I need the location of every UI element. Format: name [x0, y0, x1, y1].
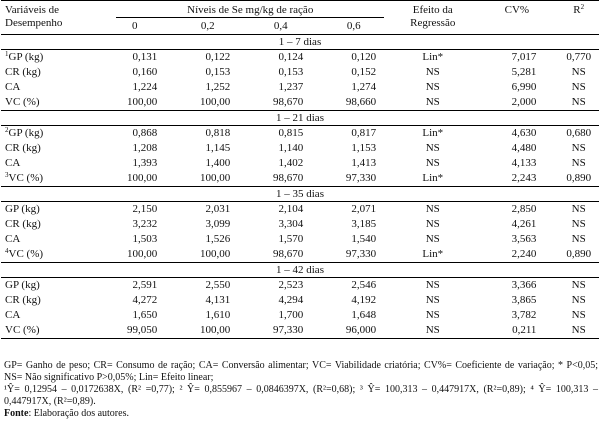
- level-value: 0,124: [278, 51, 304, 63]
- cv-value: 4,261: [511, 218, 537, 230]
- regression-effect: NS: [425, 81, 440, 93]
- r2-value: NS: [558, 323, 599, 339]
- variable-name: [1, 126, 98, 142]
- level-value: 100,00: [199, 248, 231, 260]
- variable-label: VC (%): [8, 248, 44, 260]
- col-header-level-3: 0,6: [346, 20, 361, 32]
- level-value: 3,099: [205, 218, 231, 230]
- cv-value: 7,017: [511, 51, 537, 63]
- table-row: [1, 65, 599, 80]
- variable-name: [1, 293, 98, 308]
- cv-value: 3,366: [511, 279, 537, 291]
- col-header-variables: [1, 1, 98, 35]
- col-header-levels: [98, 1, 390, 21]
- level-value: 98,670: [272, 96, 304, 108]
- table-row: [1, 50, 599, 66]
- level-value: 0,815: [278, 127, 304, 139]
- col-header-regression: [390, 1, 475, 35]
- cv-value: 3,563: [511, 233, 537, 245]
- variable-name: [1, 232, 98, 247]
- notes-source-text: : Elaboração dos autores.: [28, 408, 129, 419]
- regression-effect: NS: [425, 279, 440, 291]
- table-row: [1, 141, 599, 156]
- level-value: 100,00: [171, 323, 244, 339]
- level-value: 1,526: [205, 233, 231, 245]
- level-value: 2,523: [278, 279, 304, 291]
- col-header-variables-line1: Variáveis de: [5, 4, 60, 16]
- level-value: 96,000: [317, 323, 390, 339]
- variable-name: [1, 247, 98, 263]
- variable-label: CR (kg): [5, 66, 41, 78]
- col-header-level-1: 0,2: [200, 20, 215, 32]
- level-value: 3,232: [132, 218, 158, 230]
- col-header-r2: $R^2$: [558, 1, 599, 35]
- variable-label: CA: [5, 81, 21, 93]
- r2-value: NS: [571, 279, 586, 291]
- cv-value: 6,990: [511, 81, 537, 93]
- r2-value: NS: [571, 142, 586, 154]
- variable-label: GP (kg): [8, 51, 44, 63]
- period-header: 1 – 21 dias: [1, 111, 599, 126]
- level-value: 1,648: [351, 309, 377, 321]
- regression-effect: NS: [425, 157, 440, 169]
- regression-effect: NS: [390, 323, 475, 339]
- level-value: 2,031: [205, 203, 231, 215]
- footnote-marker: 2: [5, 126, 9, 134]
- level-value: 97,330: [345, 172, 377, 184]
- regression-effect: NS: [425, 218, 440, 230]
- table-row: [1, 217, 599, 232]
- level-value: 1,145: [205, 142, 231, 154]
- level-value: 1,400: [205, 157, 231, 169]
- r2-value: 0,770: [566, 51, 592, 63]
- regression-effect: NS: [425, 309, 440, 321]
- regression-effect: NS: [425, 96, 440, 108]
- variable-name: [1, 323, 98, 339]
- table-row: [1, 95, 599, 111]
- period-header: 1 – 35 dias: [1, 187, 599, 202]
- level-value: 2,546: [351, 279, 377, 291]
- level-value: 2,591: [132, 279, 158, 291]
- level-value: 1,208: [132, 142, 158, 154]
- variable-name: [1, 141, 98, 156]
- level-value: 0,817: [351, 127, 377, 139]
- level-value: 1,610: [205, 309, 231, 321]
- level-value: 1,274: [351, 81, 377, 93]
- table-row: [1, 202, 599, 218]
- level-value: 4,131: [205, 294, 231, 306]
- variable-label: VC (%): [5, 324, 40, 336]
- variable-name: [1, 217, 98, 232]
- level-value: 97,330: [345, 248, 377, 260]
- regression-effect: NS: [425, 142, 440, 154]
- level-value: 1,393: [132, 157, 158, 169]
- variable-label: CA: [5, 309, 21, 321]
- cv-value: 4,630: [511, 127, 537, 139]
- col-header-r2-label: R: [573, 4, 581, 16]
- col-header-cv: CV%: [475, 1, 558, 35]
- r2-value: NS: [571, 66, 586, 78]
- level-value: 1,140: [278, 142, 304, 154]
- level-value: 0,120: [351, 51, 377, 63]
- level-value: 1,700: [278, 309, 304, 321]
- regression-effect: NS: [425, 203, 440, 215]
- level-value: 1,540: [351, 233, 377, 245]
- col-header-variables-line2: Desempenho: [5, 17, 63, 29]
- table-row: [1, 171, 599, 187]
- table-row: [1, 156, 599, 171]
- level-value: 3,185: [351, 218, 377, 230]
- level-value: 1,570: [278, 233, 304, 245]
- cv-value: 3,865: [511, 294, 537, 306]
- table-row: [1, 323, 599, 339]
- level-value: 3,304: [278, 218, 304, 230]
- level-value: 2,104: [278, 203, 304, 215]
- level-value: 0,153: [278, 66, 304, 78]
- notes-abbreviations: GP= Ganho de peso; CR= Consumo de ração; CA= Conversão alimentar; VC= Viabilidade criatória; CV%= Coeficiente de variação; * P<0,05; NS= Não significativo P>0,05%; Lin= Efeito linear;: [4, 360, 598, 383]
- r2-value: NS: [571, 233, 586, 245]
- footnote-marker: 3: [5, 171, 9, 179]
- table-row: [1, 80, 599, 95]
- cv-value: 4,133: [511, 157, 537, 169]
- cv-value: 2,240: [511, 248, 537, 260]
- period-header: 1 – 42 dias: [1, 263, 599, 278]
- notes-source: [4, 408, 598, 420]
- level-value: 0,131: [132, 51, 158, 63]
- level-value: 1,413: [351, 157, 377, 169]
- table-row: [1, 126, 599, 142]
- variable-label: CR (kg): [5, 218, 41, 230]
- notes-source-label: Fonte: [4, 408, 29, 419]
- level-value: 2,550: [205, 279, 231, 291]
- r2-value: NS: [571, 294, 586, 306]
- level-value: 1,503: [132, 233, 158, 245]
- level-value: 1,224: [132, 81, 158, 93]
- variable-name: [1, 95, 98, 111]
- level-value: 1,252: [205, 81, 231, 93]
- level-value: 4,272: [132, 294, 158, 306]
- level-value: 0,122: [205, 51, 231, 63]
- r2-value: NS: [571, 81, 586, 93]
- regression-effect: NS: [425, 233, 440, 245]
- r2-value: NS: [571, 157, 586, 169]
- r2-value: 0,890: [566, 248, 592, 260]
- table-row: [1, 278, 599, 294]
- level-value: 100,00: [199, 172, 231, 184]
- level-value: 2,150: [132, 203, 158, 215]
- period-header: 1 – 7 dias: [1, 35, 599, 50]
- level-value: 100,00: [127, 96, 158, 108]
- notes-equations: ¹Ŷ= 0,12954 – 0,0172638X, (R² =0,77); ² Ŷ= 0,855967 – 0,0846397X, (R²=0,68); ³ Ŷ= 100,313 – 0,447917X, (R²=0,89); ⁴ Ŷ= 100,313 – 0,447917X, (R²=0,89).: [4, 384, 598, 407]
- table-row: [1, 293, 599, 308]
- variable-label: GP (kg): [8, 127, 44, 139]
- cv-value: 0,211: [475, 323, 558, 339]
- level-value: 0,152: [351, 66, 377, 78]
- col-header-level-2: 0,4: [273, 20, 288, 32]
- variable-label: CA: [5, 233, 21, 245]
- level-value: 4,192: [351, 294, 377, 306]
- variable-label: GP (kg): [5, 279, 40, 291]
- footnote-marker: 4: [5, 247, 9, 255]
- variable-label: VC (%): [5, 96, 40, 108]
- regression-effect: NS: [425, 66, 440, 78]
- cv-value: 5,281: [511, 66, 537, 78]
- variable-name: [1, 278, 98, 294]
- level-value: 97,330: [244, 323, 317, 339]
- level-value: 4,294: [278, 294, 304, 306]
- regression-effect: Lin*: [422, 172, 444, 184]
- r2-value: NS: [571, 96, 586, 108]
- level-value: 1,153: [351, 142, 377, 154]
- variable-name: [1, 308, 98, 323]
- r2-value: 0,680: [566, 127, 592, 139]
- table-row: [1, 247, 599, 263]
- level-value: 0,818: [205, 127, 231, 139]
- level-value: 99,050: [98, 323, 171, 339]
- variable-name: [1, 65, 98, 80]
- regression-effect: NS: [425, 294, 440, 306]
- cv-value: 4,480: [511, 142, 537, 154]
- performance-table: [1, 0, 599, 339]
- cv-value: 2,243: [511, 172, 537, 184]
- variable-name: [1, 156, 98, 171]
- level-value: 100,00: [127, 172, 158, 184]
- level-value: 1,402: [278, 157, 304, 169]
- level-value: 98,670: [272, 248, 304, 260]
- table-row: [1, 232, 599, 247]
- col-header-regression-line1: Efeito da: [412, 4, 453, 16]
- variable-name: [1, 202, 98, 218]
- r2-value: 0,890: [566, 172, 592, 184]
- variable-label: VC (%): [8, 172, 44, 184]
- regression-effect: Lin*: [422, 127, 444, 139]
- r2-value: NS: [571, 218, 586, 230]
- table-notes: [4, 360, 598, 420]
- variable-label: CR (kg): [5, 294, 41, 306]
- cv-value: 2,850: [511, 203, 537, 215]
- level-value: 98,670: [272, 172, 304, 184]
- level-value: 2,071: [351, 203, 377, 215]
- col-header-level-0: 0: [132, 20, 138, 32]
- r2-value: NS: [571, 203, 586, 215]
- level-value: 98,660: [345, 96, 377, 108]
- variable-label: GP (kg): [5, 203, 40, 215]
- variable-name: [1, 80, 98, 95]
- r2-value: NS: [571, 309, 586, 321]
- variable-label: CR (kg): [5, 142, 41, 154]
- regression-effect: Lin*: [422, 248, 444, 260]
- table-row: [1, 308, 599, 323]
- level-value: 1,650: [132, 309, 158, 321]
- level-value: 1,237: [278, 81, 304, 93]
- variable-name: [1, 171, 98, 187]
- variable-label: CA: [5, 157, 21, 169]
- cv-value: 2,000: [511, 96, 537, 108]
- regression-effect: Lin*: [422, 51, 444, 63]
- level-value: 0,868: [132, 127, 158, 139]
- level-value: 100,00: [199, 96, 231, 108]
- cv-value: 3,782: [511, 309, 537, 321]
- footnote-marker: 1: [5, 50, 9, 58]
- level-value: 100,00: [127, 248, 158, 260]
- col-header-regression-line2: Regressão: [410, 17, 456, 29]
- variable-name: [1, 50, 98, 66]
- level-value: 0,153: [205, 66, 231, 78]
- level-value: 0,160: [132, 66, 158, 78]
- col-header-levels-label: Níveis de Se mg/kg de ração: [116, 4, 384, 18]
